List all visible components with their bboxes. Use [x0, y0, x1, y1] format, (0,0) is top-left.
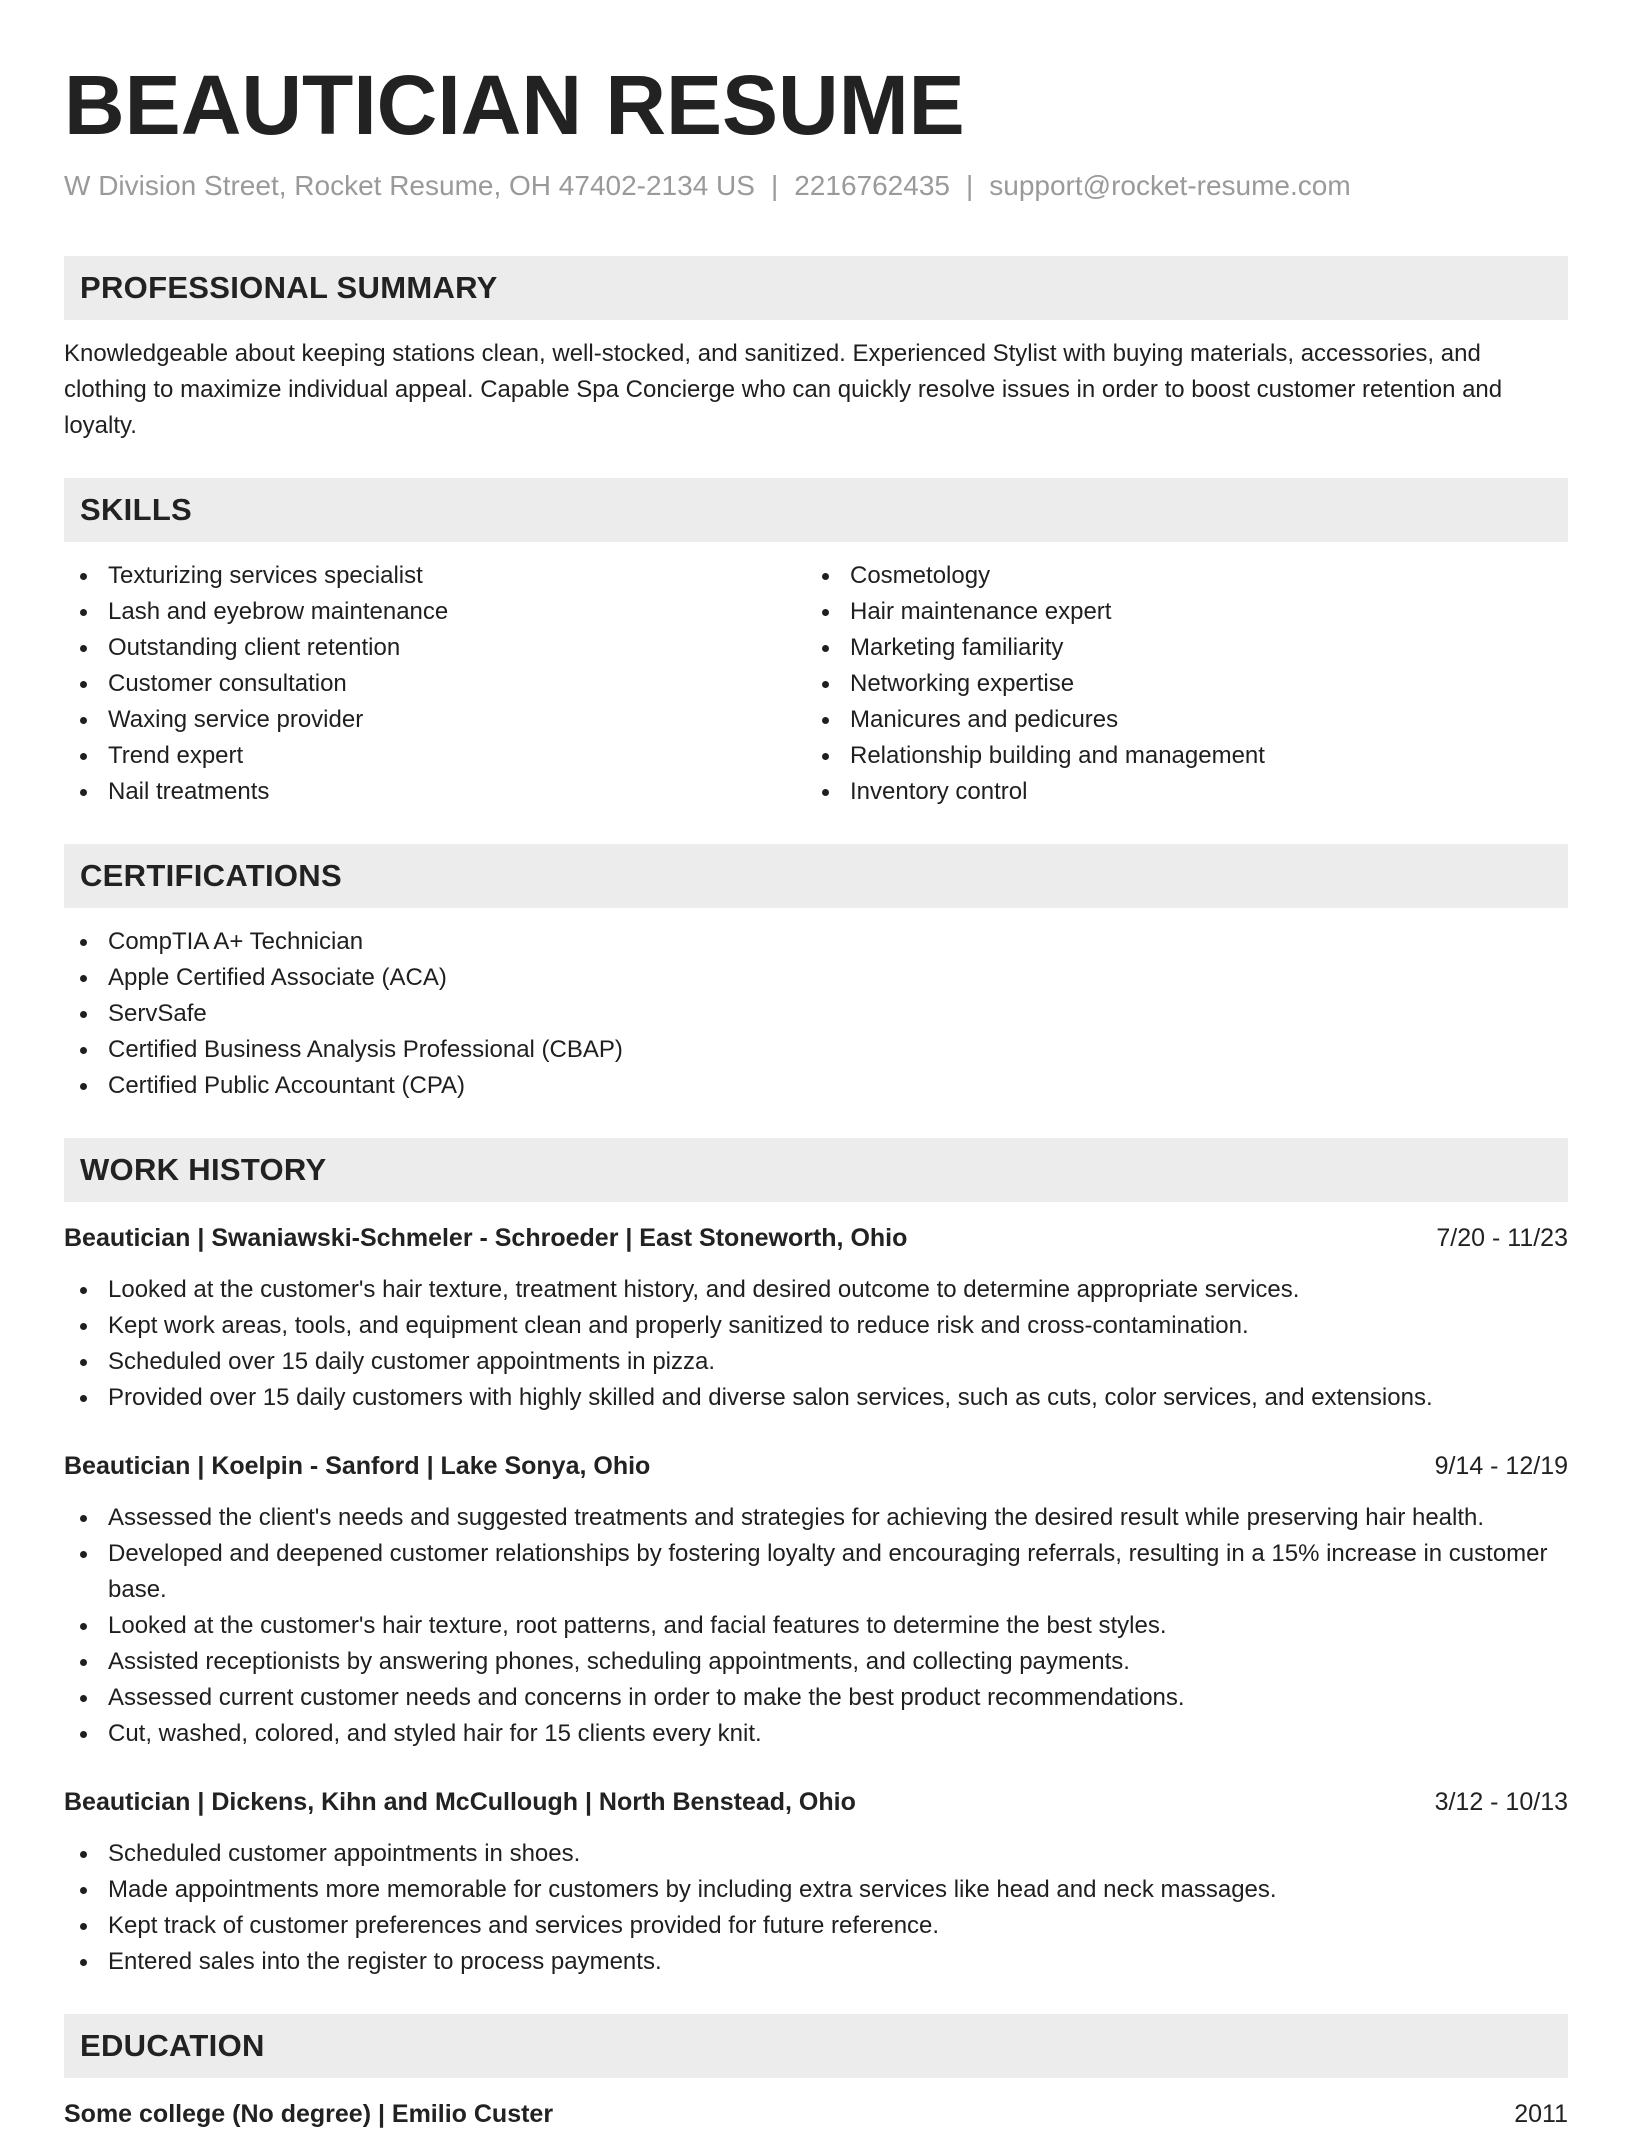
job-bullet: Made appointments more memorable for customers by including extra services like head and neck massages.: [64, 1872, 1568, 1908]
education-date: 2011: [1514, 2100, 1568, 2128]
skill-item: Cosmetology: [806, 558, 1548, 594]
section-header-skills: SKILLS: [64, 478, 1568, 542]
contact-address: W Division Street, Rocket Resume, OH 47402-2134 US: [64, 170, 755, 201]
job-header: [64, 1448, 1568, 1484]
job-title: Beautician | Swaniawski-Schmeler - Schroeder | East Stoneworth, Ohio: [64, 1224, 908, 1252]
job-entry: [64, 1448, 1568, 1752]
skill-item: Nail treatments: [64, 774, 806, 810]
section-header-certifications: CERTIFICATIONS: [64, 844, 1568, 908]
skill-item: Relationship building and management: [806, 738, 1548, 774]
job-dates: 3/12 - 10/13: [1434, 1788, 1568, 1816]
skill-item: Lash and eyebrow maintenance: [64, 594, 806, 630]
job-entry: [64, 1220, 1568, 1416]
job-bullets: [64, 1272, 1568, 1416]
skills-grid: [64, 558, 1568, 810]
job-bullets: [64, 1500, 1568, 1752]
skill-item: Customer consultation: [64, 666, 806, 702]
job-bullet: Assessed current customer needs and concerns in order to make the best product recommendations.: [64, 1680, 1568, 1716]
summary-text: Knowledgeable about keeping stations clean, well-stocked, and sanitized. Experienced Stylist with buying materials, accessories, and clothing to maximize individual appeal. Capable Spa Concierge who can quickly resolve issues in order to boost customer retention and loyalty.: [64, 340, 1503, 439]
contact-separator: |: [770, 170, 779, 201]
skill-item: Trend expert: [64, 738, 806, 774]
job-bullet: Looked at the customer's hair texture, root patterns, and facial features to determine the best styles.: [64, 1608, 1568, 1644]
section-header-education: EDUCATION: [64, 2014, 1568, 2078]
job-header: [64, 1220, 1568, 1256]
job-bullet: Provided over 15 daily customers with highly skilled and diverse salon services, such as cuts, color services, and extensions.: [64, 1380, 1568, 1416]
contact-separator: |: [965, 170, 974, 201]
job-bullet: Looked at the customer's hair texture, treatment history, and desired outcome to determine appropriate services.: [64, 1272, 1568, 1308]
job-title: Beautician | Koelpin - Sanford | Lake Sonya, Ohio: [64, 1452, 651, 1480]
job-bullet: Kept track of customer preferences and services provided for future reference.: [64, 1908, 1568, 1944]
skills-column-left: [64, 558, 806, 810]
education-title: Some college (No degree) | Emilio Custer: [64, 2100, 554, 2128]
skills-list-right: [806, 558, 1548, 810]
skill-item: Marketing familiarity: [806, 630, 1548, 666]
job-bullet: Assisted receptionists by answering phones, scheduling appointments, and collecting payments.: [64, 1644, 1568, 1680]
job-bullet: Developed and deepened customer relationships by fostering loyalty and encouraging referrals, resulting in a 15% increase in customer base.: [64, 1536, 1568, 1608]
job-bullets: [64, 1836, 1568, 1980]
resume-title: BEAUTICIAN RESUME: [64, 58, 965, 152]
job-bullet: Cut, washed, colored, and styled hair for 15 clients every knit.: [64, 1716, 1568, 1752]
skill-item: Inventory control: [806, 774, 1548, 810]
skill-item: Outstanding client retention: [64, 630, 806, 666]
skill-item: Waxing service provider: [64, 702, 806, 738]
job-bullet: Assessed the client's needs and suggested treatments and strategies for achieving the desired result while preserving hair health.: [64, 1500, 1568, 1536]
section-header-summary: PROFESSIONAL SUMMARY: [64, 256, 1568, 320]
job-dates: 9/14 - 12/19: [1434, 1452, 1568, 1480]
certification-item: CompTIA A+ Technician: [64, 924, 1568, 960]
job-title: Beautician | Dickens, Kihn and McCullough | North Benstead, Ohio: [64, 1788, 856, 1816]
job-entry: [64, 1784, 1568, 1980]
contact-phone: 2216762435: [794, 170, 950, 201]
section-header-work-history: WORK HISTORY: [64, 1138, 1568, 1202]
job-bullet: Scheduled customer appointments in shoes.: [64, 1836, 1568, 1872]
skill-item: Hair maintenance expert: [806, 594, 1548, 630]
skills-column-right: [806, 558, 1548, 810]
certification-item: ServSafe: [64, 996, 1568, 1032]
certifications-list: [64, 924, 1568, 1104]
certification-item: Certified Business Analysis Professional (CBAP): [64, 1032, 1568, 1068]
job-bullet: Scheduled over 15 daily customer appointments in pizza.: [64, 1344, 1568, 1380]
contact-line: [64, 168, 1568, 204]
certification-item: Certified Public Accountant (CPA): [64, 1068, 1568, 1104]
skill-item: Networking expertise: [806, 666, 1548, 702]
skill-item: Texturizing services specialist: [64, 558, 806, 594]
skill-item: Manicures and pedicures: [806, 702, 1548, 738]
job-bullet: Entered sales into the register to process payments.: [64, 1944, 1568, 1980]
job-header: [64, 1784, 1568, 1820]
job-bullet: Kept work areas, tools, and equipment clean and properly sanitized to reduce risk and cross-contamination.: [64, 1308, 1568, 1344]
certification-item: Apple Certified Associate (ACA): [64, 960, 1568, 996]
job-dates: 7/20 - 11/23: [1436, 1224, 1568, 1252]
skills-list-left: [64, 558, 806, 810]
contact-email: support@rocket-resume.com: [989, 170, 1351, 201]
education-entry: [64, 2096, 1568, 2132]
